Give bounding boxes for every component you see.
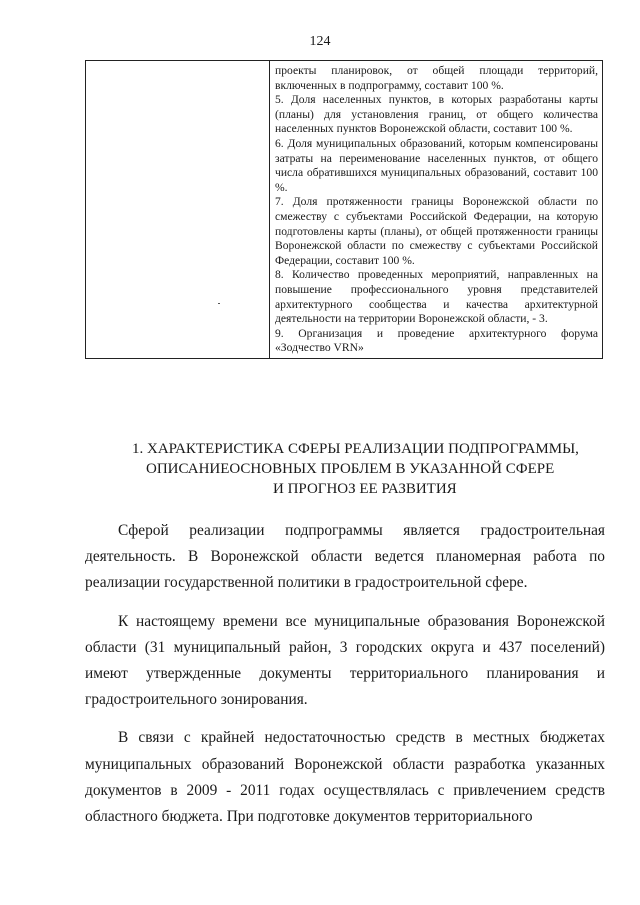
page-number: 124 (309, 34, 331, 49)
paragraph: В связи с крайней недостаточностью средств в местных бюджетах муниципальных образований Воронежской области разработка указанных документов в 2009 - 2011 годах осуществлялась с привлечением средств областного бюджета. При подготовке документов территориального (85, 729, 605, 826)
section-heading-line: 1. ХАРАКТЕРИСТИКА СФЕРЫ РЕАЛИЗАЦИИ ПОДПРОГРАММЫ, (132, 441, 579, 457)
section-heading-line: ОПИСАНИЕОСНОВНЫХ ПРОБЛЕМ В УКАЗАННОЙ СФЕРЕ (146, 461, 555, 477)
indicator-item: 5. Доля населенных пунктов, в которых разработаны карты (планы) для установления границ, от общего количества населенных пунктов Воронежской области, составит 100 %. (275, 93, 598, 136)
indicator-item: проекты планировок, от общей площади территорий, включенных в подпрограмму, составит 100 %. (275, 64, 598, 92)
table-cell-empty (86, 61, 270, 359)
paragraph: К настоящему времени все муниципальные образования Воронежской области (31 муниципальный район, 3 городских округа и 437 поселений) имеют утвержденные документы территориального планирования и градостроительного зонирования. (85, 612, 605, 709)
section-heading-line: И ПРОГНОЗ ЕЕ РАЗВИТИЯ (273, 481, 457, 497)
paragraph: Сферой реализации подпрограммы является градостроительная деятельность. В Воронежской области ведется планомерная работа по реализации государственной политики в градостроительной сфере. (85, 522, 605, 592)
indicator-item: 7. Доля протяженности границы Воронежской области по смежеству с субъектами Российской Федерации, на которую подготовлены карты (планы), от общей протяженности границы Воронежской области по смежеству с субъектами Российской Федерации, составит 100 %. (275, 195, 598, 267)
indicators-table (85, 60, 603, 359)
body-text (85, 518, 605, 842)
indicator-item: 9. Организация и проведение архитектурного форума «Зодчество VRN» (275, 326, 598, 355)
stray-mark (218, 303, 220, 304)
table-row (86, 61, 603, 359)
table-cell-indicators (270, 61, 603, 359)
indicator-item: 6. Доля муниципальных образований, которым компенсированы затраты на переименование населенных пунктов, от общего числа обратившихся муниципальных образований, составит 100 %. (275, 136, 598, 194)
section-heading (110, 439, 610, 499)
indicator-item: 8. Количество проведенных мероприятий, направленных на повышение профессионального уровня представителей архитектурного сообщества и качества архитектурной деятельности на территории Воронежской области, - 3. (275, 268, 598, 326)
